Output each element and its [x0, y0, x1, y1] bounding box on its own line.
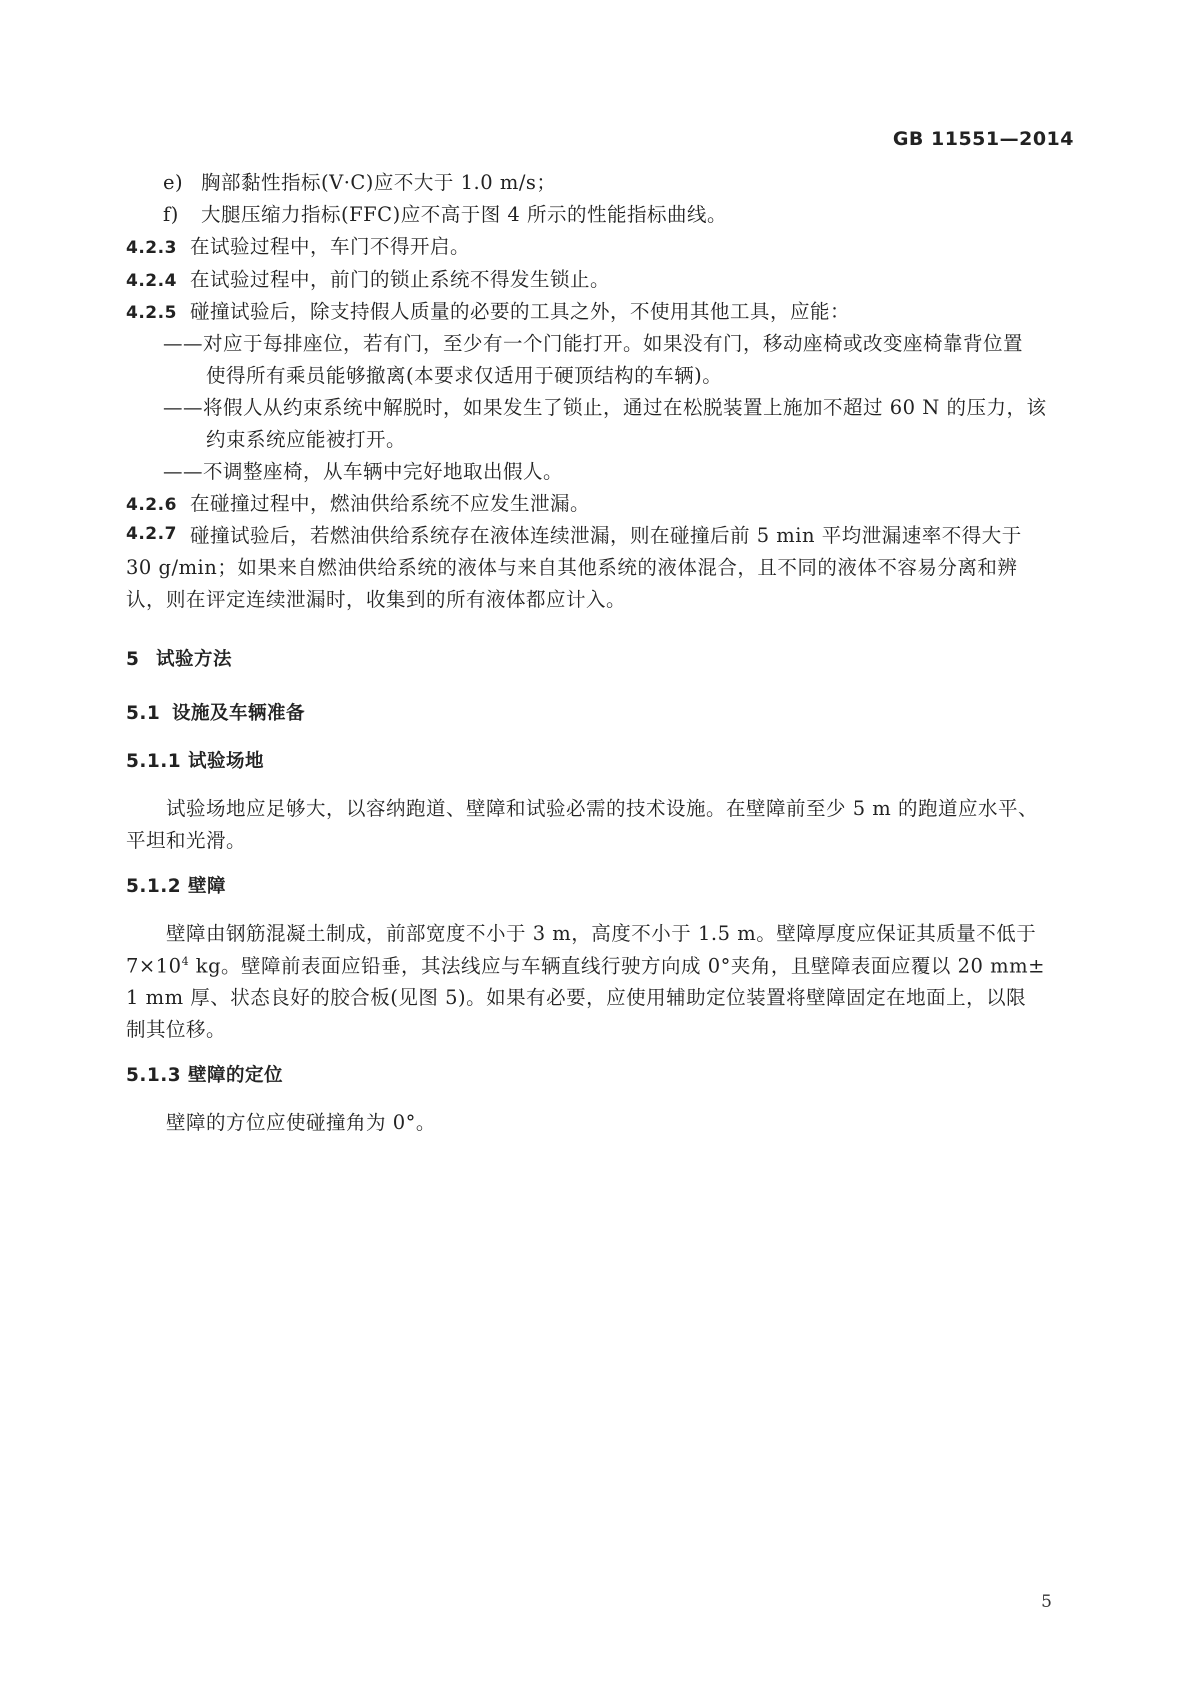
clause-number: 4.2.4: [126, 271, 177, 291]
dash-item-2-line-1: [163, 396, 1047, 419]
clause-number: 4.2.5: [126, 303, 177, 323]
paragraph-text: 试验场地应足够大，以容纳跑道、壁障和试验必需的技术设施。在壁障前至少 5 m 的跑道应水平、: [166, 797, 1038, 820]
section-heading-5-1: [126, 705, 305, 724]
paragraph-5-1-2-line-1: [166, 922, 1037, 945]
clause-text: 在试验过程中，车门不得开启。: [190, 235, 471, 258]
clause-number: 4.2.6: [126, 495, 177, 515]
section-title: 试验场地: [188, 751, 265, 772]
list-item-f: [163, 205, 727, 225]
paragraph-text: 壁障由钢筋混凝土制成，前部宽度不小于 3 m，高度不小于 1.5 m。壁障厚度应保证其质量不低于: [166, 922, 1037, 945]
section-number: 5: [126, 649, 140, 670]
section-title: 试验方法: [156, 649, 233, 670]
item-text: 大腿压缩力指标(FFC)应不高于图 4 所示的性能指标曲线。: [201, 203, 727, 226]
list-item-e: [163, 173, 556, 193]
exponent: 4: [181, 955, 190, 968]
dash-item-text: ——将假人从约束系统中解脱时，如果发生了锁止，通过在松脱装置上施加不超过 60 N 的压力，该: [163, 396, 1047, 419]
section-heading-5-1-1: [126, 753, 264, 772]
clause-text: 在试验过程中，前门的锁止系统不得发生锁止。: [190, 268, 611, 291]
mass-value: 7×10: [126, 954, 182, 978]
paragraph-5-1-2-line-4: 制其位移。: [126, 1018, 227, 1041]
section-title: 壁障的定位: [188, 1065, 284, 1086]
clause-4-2-7-line-3: 认，则在评定连续泄漏时，收集到的所有液体都应计入。: [126, 588, 627, 611]
paragraph-5-1-1-line-1: [166, 797, 1038, 820]
clause-4-2-7: [126, 524, 1022, 547]
clause-text: 在碰撞过程中，燃油供给系统不应发生泄漏。: [190, 492, 591, 515]
paragraph-5-1-2-line-3: [126, 986, 1027, 1009]
clause-4-2-7-line-2: [126, 556, 1018, 579]
dash-item-3: ——不调整座椅，从车辆中完好地取出假人。: [163, 460, 564, 483]
section-number: 5.1.1: [126, 751, 182, 772]
section-title: 设施及车辆准备: [172, 703, 306, 724]
paragraph-5-1-1-line-2: 平坦和光滑。: [126, 829, 247, 852]
section-number: 5.1.2: [126, 876, 182, 897]
item-text: 胸部黏性指标(V·C)应不大于 1.0 m/s；: [201, 171, 557, 194]
section-title: 壁障: [188, 876, 227, 897]
page-number: 5: [1041, 1592, 1052, 1612]
section-number: 5.1: [126, 703, 161, 724]
paragraph-text: 1 mm 厚、状态良好的胶合板(见图 5)。如果有必要，应使用辅助定位装置将壁障固定在地面上，以限: [126, 986, 1027, 1009]
clause-4-2-4: [126, 270, 610, 290]
paragraph-5-1-2-line-2: [126, 954, 1045, 978]
clause-4-2-5: [126, 302, 850, 322]
dash-item-1-line-1: [163, 332, 1024, 355]
section-heading-5-1-3: [126, 1067, 283, 1086]
clause-number: 4.2.3: [126, 238, 177, 258]
paragraph-5-1-3: 壁障的方位应使碰撞角为 0°。: [166, 1111, 436, 1134]
standard-number: GB 11551—2014: [892, 128, 1074, 150]
section-heading-5-1-2: [126, 878, 226, 897]
clause-4-2-6: [126, 494, 590, 514]
section-number: 5.1.3: [126, 1065, 182, 1086]
dash-item-1-line-2: 使得所有乘员能够撤离(本要求仅适用于硬顶结构的车辆)。: [206, 364, 723, 387]
item-label: e): [163, 171, 184, 194]
item-label: f): [163, 203, 179, 226]
section-heading-5: [126, 651, 232, 670]
clause-4-2-3: [126, 237, 470, 257]
paragraph-text: [126, 954, 1045, 978]
clause-text: 30 g/min；如果来自燃油供给系统的液体与来自其他系统的液体混合，且不同的液体不容易分离和辨: [126, 556, 1018, 579]
clause-number: 4.2.7: [126, 524, 177, 544]
paragraph-text-rest: kg。壁障前表面应铅垂，其法线应与车辆直线行驶方向成 0°夹角，且壁障表面应覆以 20 mm±: [189, 954, 1045, 978]
dash-item-text: ——对应于每排座位，若有门，至少有一个门能打开。如果没有门，移动座椅或改变座椅靠背位置: [163, 332, 1024, 355]
dash-item-2-line-2: 约束系统应能被打开。: [206, 428, 407, 451]
clause-text: 碰撞试验后，若燃油供给系统存在液体连续泄漏，则在碰撞后前 5 min 平均泄漏速率不得大于: [190, 524, 1022, 547]
clause-text: 碰撞试验后，除支持假人质量的必要的工具之外，不使用其他工具，应能：: [190, 300, 851, 323]
